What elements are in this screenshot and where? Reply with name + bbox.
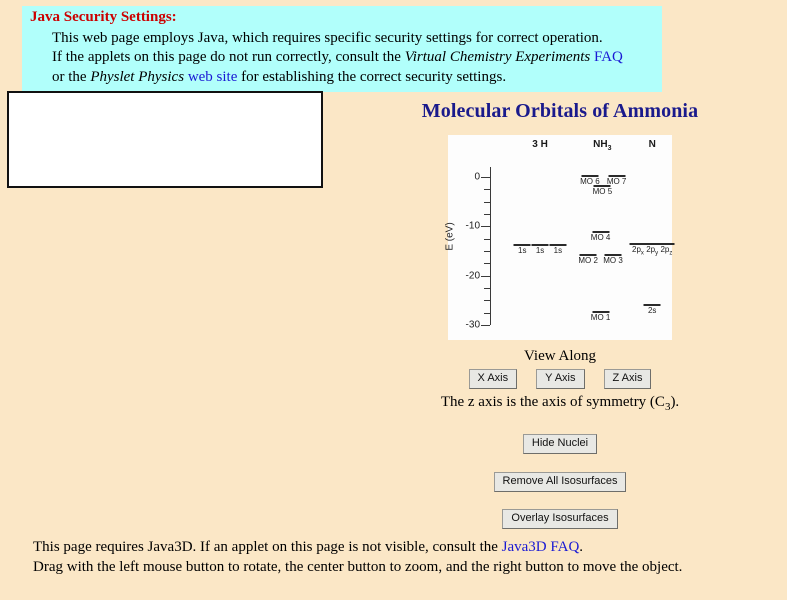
energy-level-label-mo1: MO 1 bbox=[590, 313, 611, 323]
footer-notes bbox=[33, 538, 682, 578]
footer-line-1-pre: This page requires Java3D. If an applet on this page is not visible, consult the bbox=[33, 539, 502, 555]
energy-level-label-mo4: MO 4 bbox=[590, 233, 611, 243]
java-notice-line-3 bbox=[30, 68, 656, 88]
java-notice-title: Java Security Settings: bbox=[30, 9, 177, 25]
energy-level-label-n-2pz: $2p_z$ bbox=[660, 245, 673, 257]
symmetry-axis-note bbox=[333, 394, 787, 413]
y-tick-minor bbox=[484, 239, 490, 240]
hide-nuclei-button[interactable]: Hide Nuclei bbox=[523, 434, 597, 454]
energy-axis-line bbox=[490, 167, 491, 325]
view-axis-button-row bbox=[333, 369, 787, 389]
view-along-label: View Along bbox=[523, 348, 596, 364]
y-tick-label--30: -30 bbox=[465, 319, 480, 331]
y-tick-minor bbox=[484, 189, 490, 190]
column-header-h3: 3 H bbox=[532, 139, 548, 150]
column-header-nh3-subscript: 3 bbox=[607, 145, 612, 152]
y-tick-minor bbox=[484, 300, 490, 301]
mo-energy-level-diagram bbox=[444, 135, 673, 340]
remove-all-isosurfaces-button[interactable]: Remove All Isosurfaces bbox=[494, 472, 627, 492]
column-header-nh3: $NH_3$ bbox=[593, 139, 612, 152]
physlet-web-site-link[interactable]: web site bbox=[187, 68, 238, 85]
y-tick-minor bbox=[484, 202, 490, 203]
y-tick-minor bbox=[484, 313, 490, 314]
energy-level-label-n-2px: $2p_x$ bbox=[632, 245, 644, 257]
view-x-axis-button[interactable]: X Axis bbox=[469, 369, 518, 389]
symmetry-note-post: ). bbox=[670, 394, 680, 410]
page-title: Molecular Orbitals of Ammonia bbox=[421, 100, 699, 122]
hide-nuclei-row bbox=[333, 434, 787, 454]
molecular-orbitals-panel bbox=[333, 100, 787, 529]
y-tick-minor bbox=[484, 251, 490, 252]
y-tick-label-0: 0 bbox=[474, 171, 480, 183]
level-label-subscript: x bbox=[640, 250, 644, 257]
overlay-isosurfaces-row bbox=[333, 509, 787, 529]
java-notice-line-2 bbox=[30, 48, 656, 68]
physlet-physics-title: Physlet Physics bbox=[90, 68, 185, 85]
footer-line-2: Drag with the left mouse button to rotate, the center button to zoom, and the right button to move the object. bbox=[33, 558, 683, 575]
column-header-n: N bbox=[648, 139, 656, 150]
y-tick-label--10: -10 bbox=[465, 220, 480, 232]
y-tick-label--20: -20 bbox=[465, 270, 480, 282]
java-security-notice bbox=[22, 6, 662, 92]
virtual-chemistry-experiments-title: Virtual Chemistry Experiments bbox=[404, 49, 591, 65]
energy-level-label-n-2s: 2s bbox=[647, 306, 657, 316]
view-z-axis-button[interactable]: Z Axis bbox=[604, 369, 652, 389]
footer-line-1-post: . bbox=[579, 539, 584, 555]
java-notice-line-3-pre: or the bbox=[52, 68, 91, 85]
y-tick-minor bbox=[484, 263, 490, 264]
faq-link[interactable]: FAQ bbox=[593, 49, 623, 65]
energy-level-label-h-1s-c: 1s bbox=[553, 246, 563, 256]
energy-level-label-mo7: MO 7 bbox=[606, 176, 627, 186]
energy-level-label-mo3: MO 3 bbox=[603, 255, 623, 265]
energy-level-label-mo5: MO 5 bbox=[592, 187, 613, 197]
energy-level-label-h-1s-b: 1s bbox=[535, 246, 545, 256]
level-label-subscript: z bbox=[669, 250, 673, 257]
remove-isosurfaces-row bbox=[333, 472, 787, 492]
java3d-applet-viewport[interactable] bbox=[7, 91, 323, 188]
energy-level-label-n-2py: $2p_y$ bbox=[646, 245, 659, 257]
view-y-axis-button[interactable]: Y Axis bbox=[536, 369, 584, 389]
y-tick-minor bbox=[484, 288, 490, 289]
java-notice-line-1: This web page employs Java, which requires specific security settings for correct operation. bbox=[52, 29, 603, 46]
footer-line-1 bbox=[33, 538, 682, 558]
energy-level-label-mo2: MO 2 bbox=[578, 255, 598, 265]
energy-level-label-mo6: MO 6 bbox=[580, 176, 600, 186]
java-notice-line-2-text: If the applets on this page do not run correctly, consult the bbox=[52, 49, 405, 65]
overlay-isosurfaces-button[interactable]: Overlay Isosurfaces bbox=[502, 509, 617, 529]
y-tick-minor bbox=[484, 214, 490, 215]
java3d-faq-link[interactable]: Java3D FAQ bbox=[501, 539, 580, 555]
energy-axis-title: E (eV) bbox=[444, 222, 456, 251]
level-label-subscript: y bbox=[655, 250, 659, 257]
java-notice-line-3-post: for establishing the correct security settings. bbox=[237, 68, 507, 85]
symmetry-note-pre: The z axis is the axis of symmetry (C bbox=[440, 394, 665, 410]
energy-level-label-h-1s-a: 1s bbox=[518, 246, 527, 256]
symmetry-note-subscript: 3 bbox=[664, 401, 671, 413]
